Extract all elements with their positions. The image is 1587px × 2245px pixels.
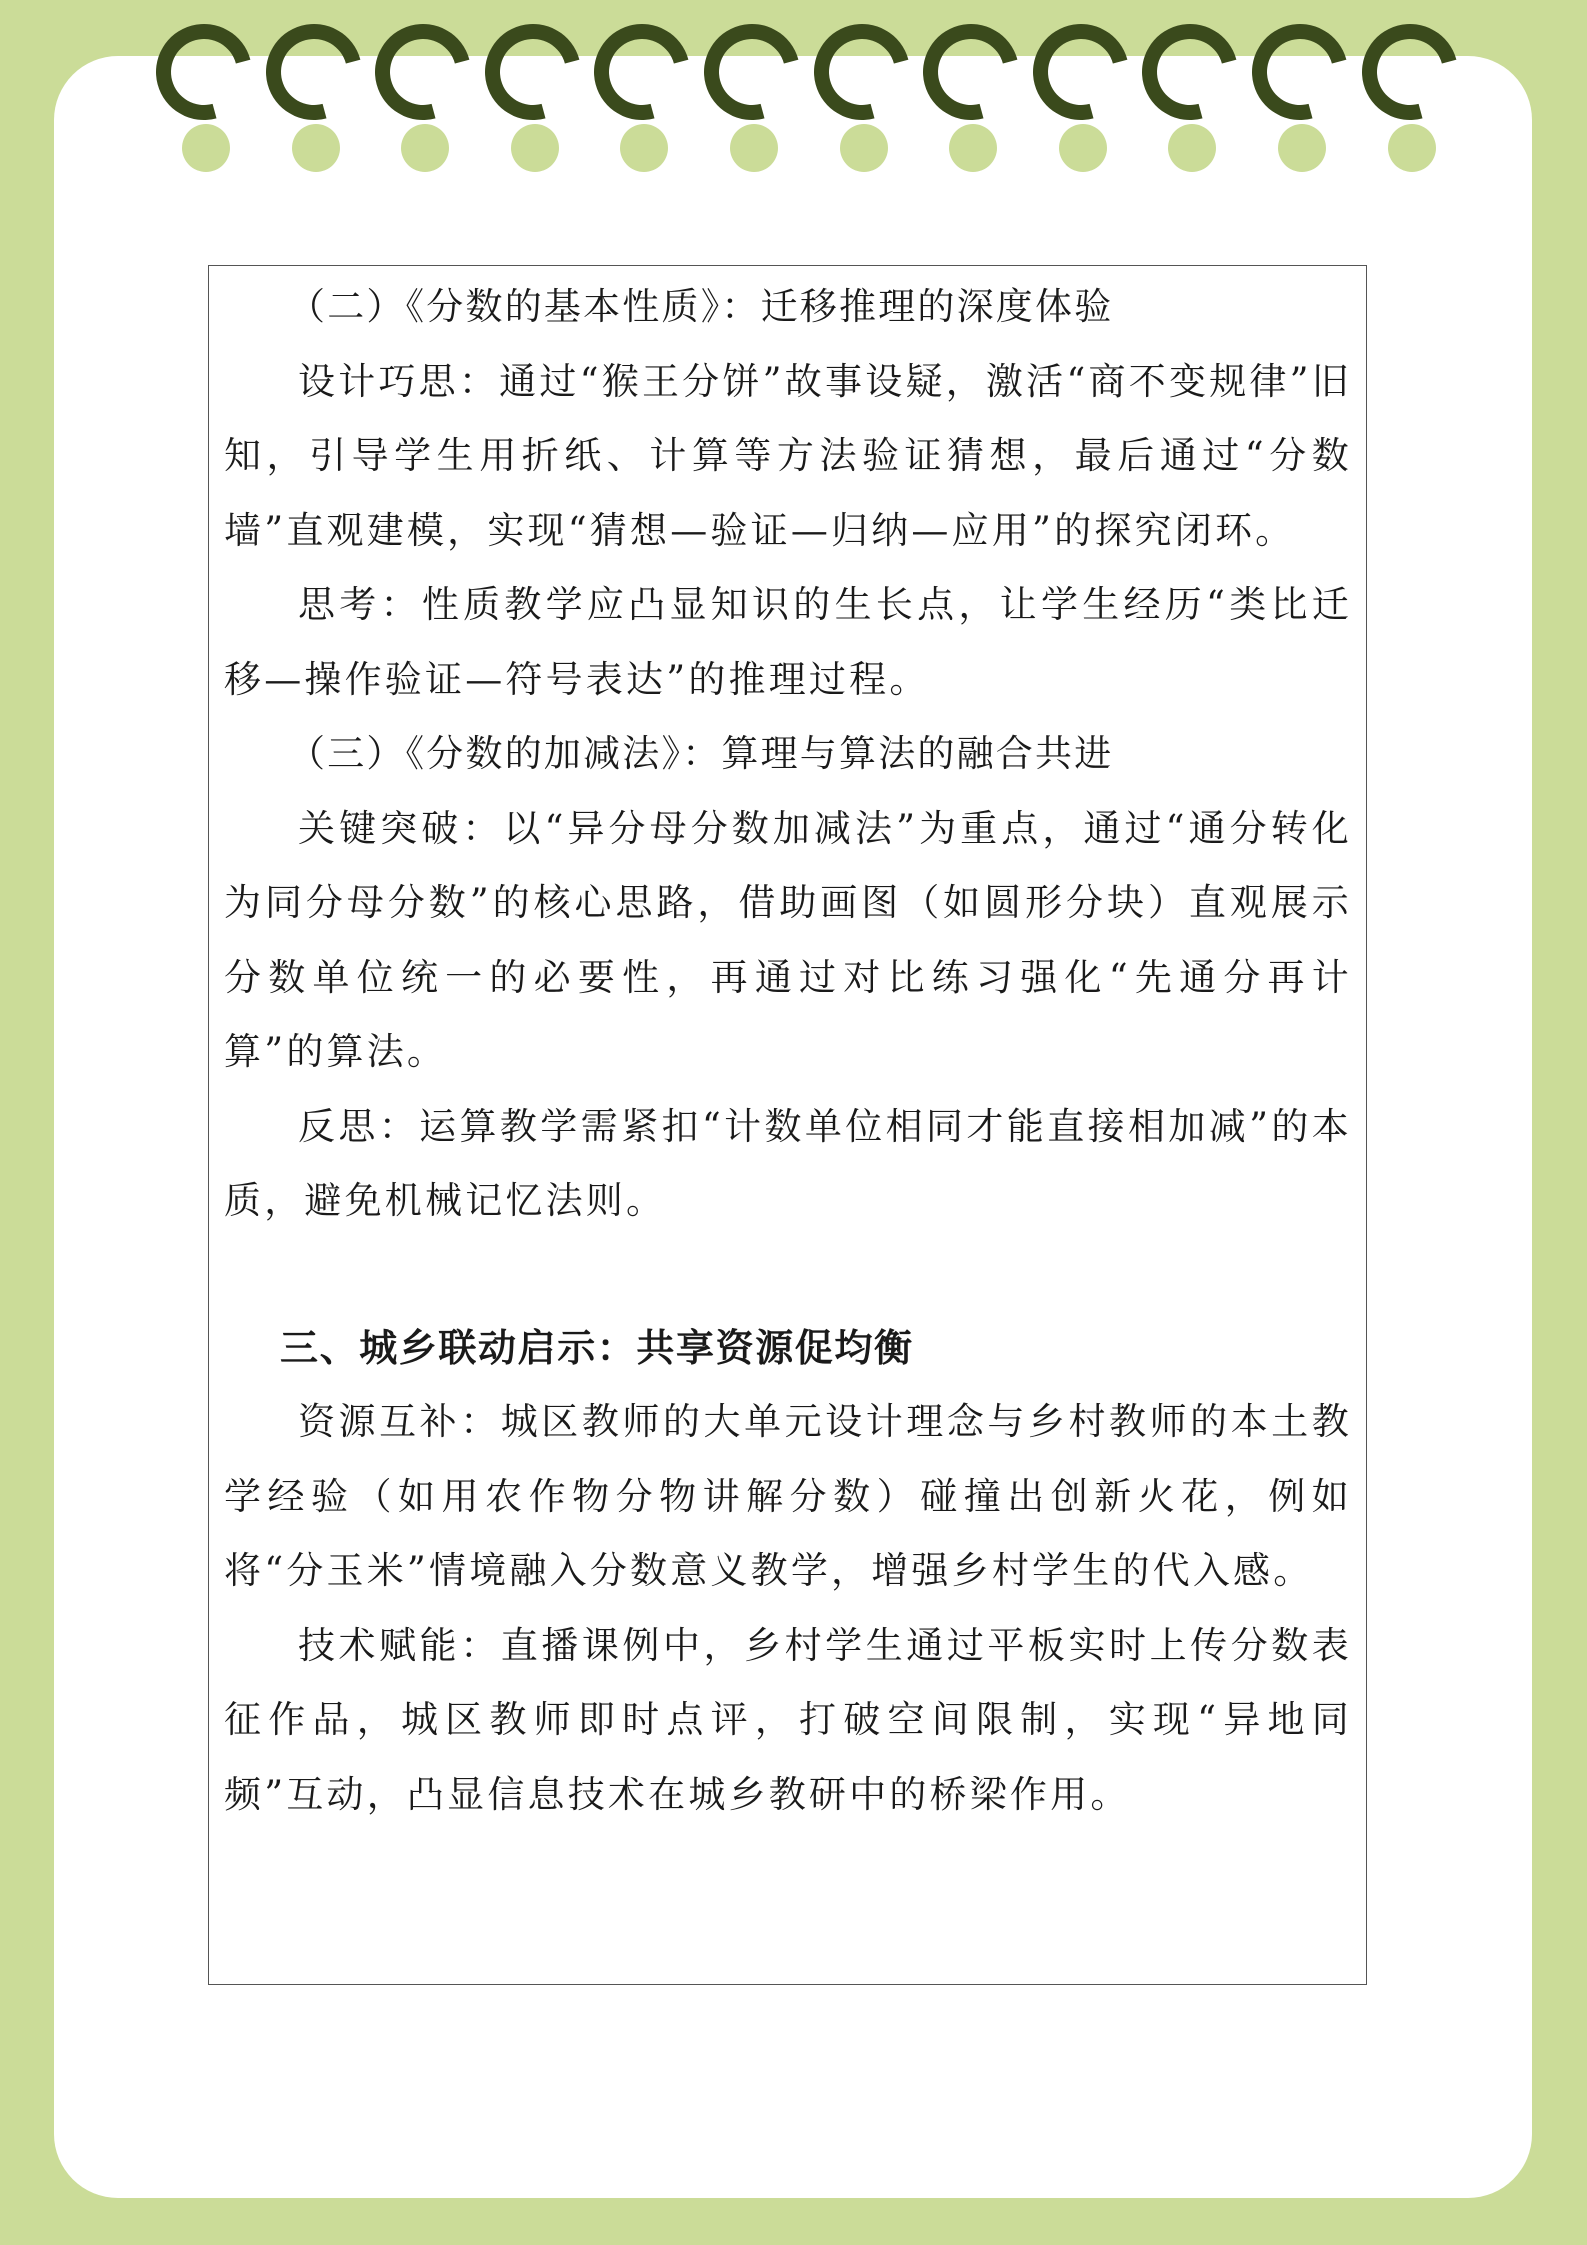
subsection-title: （三）《分数的加减法》：算理与算法的融合共进 xyxy=(288,732,1114,775)
paragraph: 关键突破：以“异分母分数加减法”为重点，通过“通分转化为同分母分数”的核心思路，借助画图（如圆形分块）直观展示分数单位统一的必要性，再通过对比练习强化“先通分再计算”的算法。 xyxy=(224,806,1352,1073)
ring-arc xyxy=(796,6,927,137)
document-text xyxy=(224,270,1352,1832)
ring-arc xyxy=(577,6,708,137)
spiral-ring-icon xyxy=(590,24,700,154)
subsection-title: （二）《分数的基本性质》：迁移推理的深度体验 xyxy=(288,285,1114,328)
spiral-ring-icon xyxy=(700,24,810,154)
ring-arc xyxy=(1015,6,1146,137)
ring-arc xyxy=(467,6,598,137)
ring-hole xyxy=(949,124,997,172)
spiral-ring-icon xyxy=(262,24,372,154)
spiral-ring-icon xyxy=(481,24,591,154)
ring-arc xyxy=(1234,6,1365,137)
ring-hole xyxy=(620,124,668,172)
ring-arc xyxy=(686,6,817,137)
ring-arc xyxy=(358,6,489,137)
spiral-ring-icon xyxy=(810,24,920,154)
ring-hole xyxy=(840,124,888,172)
ring-hole xyxy=(1278,124,1326,172)
section-heading: 三、城乡联动启示：共享资源促均衡 xyxy=(280,1325,914,1370)
paragraph: 技术赋能：直播课例中，乡村学生通过平板实时上传分数表征作品，城区教师即时点评，打破空间限制，实现“异地同频”互动，凸显信息技术在城乡教研中的桥梁作用。 xyxy=(224,1623,1352,1816)
paragraph: 设计巧思：通过“猴王分饼”故事设疑，激活“商不变规律”旧知，引导学生用折纸、计算等方法验证猜想，最后通过“分数墙”直观建模，实现“猜想—验证—归纳—应用”的探究闭环。 xyxy=(224,359,1352,552)
ring-hole xyxy=(292,124,340,172)
ring-arc xyxy=(1125,6,1256,137)
ring-arc xyxy=(906,6,1037,137)
ring-hole xyxy=(182,124,230,172)
ring-hole xyxy=(1388,124,1436,172)
ring-arc xyxy=(248,6,379,137)
paragraph: 反思：运算教学需紧扣“计数单位相同才能直接相加减”的本质，避免机械记忆法则。 xyxy=(224,1104,1352,1222)
ring-arc xyxy=(1344,6,1475,137)
ring-hole xyxy=(1059,124,1107,172)
paragraph: 思考：性质教学应凸显知识的生长点，让学生经历“类比迁移—操作验证—符号表达”的推理过程。 xyxy=(224,583,1352,701)
ring-hole xyxy=(1168,124,1216,172)
spiral-ring-icon xyxy=(1138,24,1248,154)
spiral-ring-icon xyxy=(371,24,481,154)
ring-arc xyxy=(138,6,269,137)
spiral-ring-icon xyxy=(1358,24,1468,154)
binding-rings xyxy=(0,0,1587,170)
ring-hole xyxy=(401,124,449,172)
spiral-ring-icon xyxy=(152,24,262,154)
spiral-ring-icon xyxy=(1248,24,1358,154)
ring-hole xyxy=(730,124,778,172)
ring-hole xyxy=(511,124,559,172)
paragraph: 资源互补：城区教师的大单元设计理念与乡村教师的本土教学经验（如用农作物分物讲解分数）碰撞出创新火花，例如将“分玉米”情境融入分数意义教学，增强乡村学生的代入感。 xyxy=(224,1400,1352,1592)
spiral-ring-icon xyxy=(1029,24,1139,154)
spiral-ring-icon xyxy=(919,24,1029,154)
